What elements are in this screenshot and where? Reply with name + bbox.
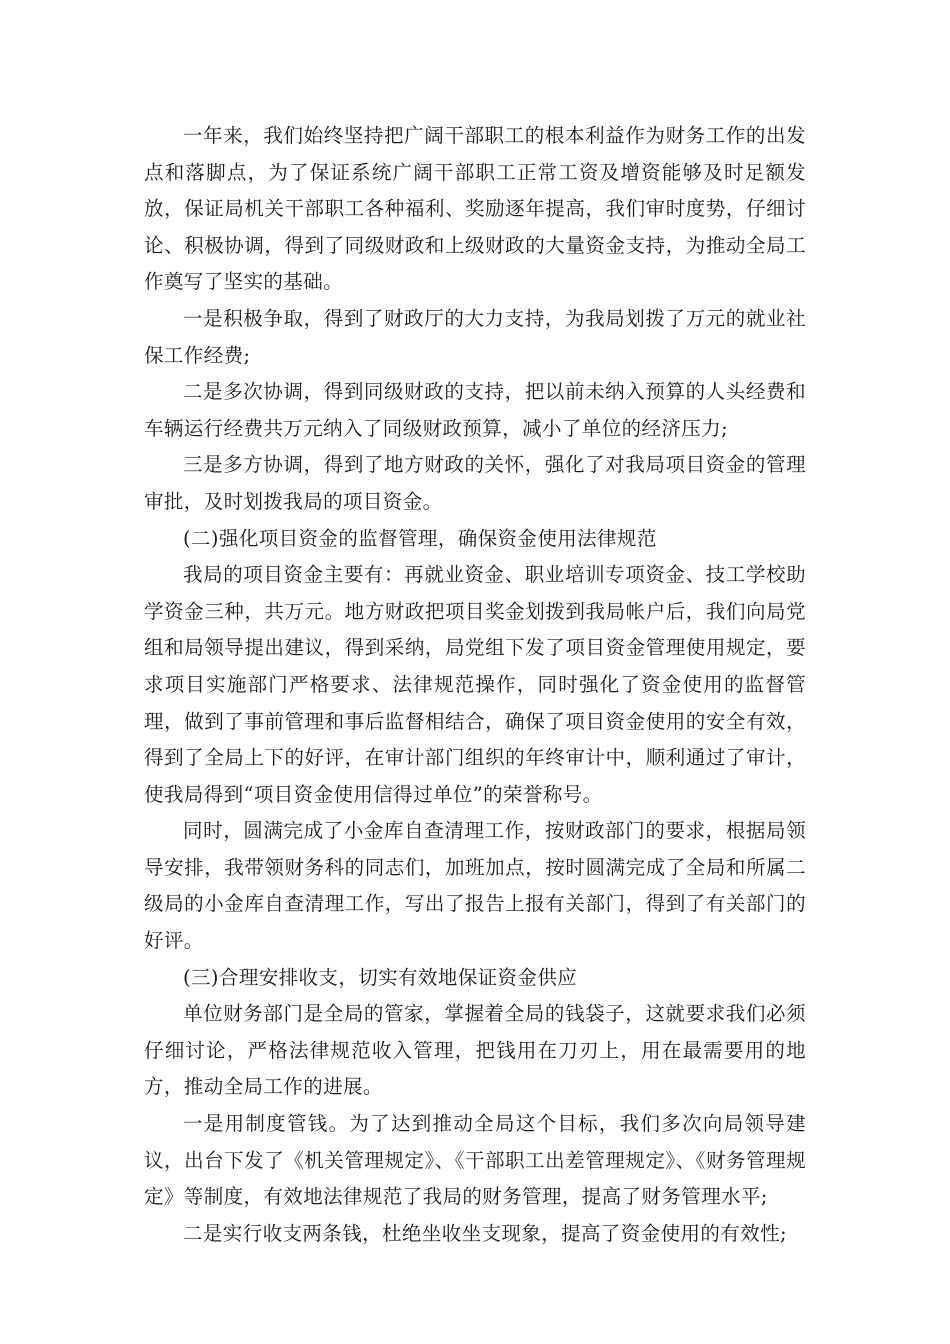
paragraph-item-1: 一是积极争取，得到了财政厅的大力支持，为我局划拨了万元的就业社保工作经费; <box>144 306 806 367</box>
paragraph-cleanup: 同时，圆满完成了小金库自查清理工作，按财政部门的要求，根据局领导安排，我带领财务科的同志们，加班加点，按时圆满完成了全局和所属二级局的小金库自查清理工作，写出了报告上报有关部门，得到了有关部门的好评。 <box>144 819 806 953</box>
paragraph-two-lines: 二是实行收支两条钱，杜绝坐收坐支现象，提高了资金使用的有效性; <box>183 1221 787 1245</box>
paragraph-finance-role: 单位财务部门是全局的管家，掌握着全局的钱袋子，这就要求我们必须仔细讨论，严格法律规范收入管理，把钱用在刀刃上，用在最需要用的地方，推动全局工作的进展。 <box>144 1002 806 1099</box>
paragraph-project-funds: 我局的项目资金主要有：再就业资金、职业培训专项资金、技工学校助学资金三种，共万元。地方财政把项目奖金划拨到我局帐户后，我们向局党组和局领导提出建议，得到采纳，局党组下发了项目资金管理使用规定，要求项目实施部门严格要求、法律规范操作，同时强化了资金使用的监督管理，做到了事前管理和事后监督相结合，确保了项目资金使用的安全有效，得到了全局上下的好评，在审计部门组织的年终审计中，顺利通过了审计，使我局得到“项目资金使用信得过单位”的荣誉称号。 <box>144 563 806 806</box>
paragraph-item-2: 二是多次协调，得到同级财政的支持，把以前未纳入预算的人头经费和车辆运行经费共万元纳入了同级财政预算，减小了单位的经济压力; <box>144 380 806 440</box>
section-heading-3: (三)合理安排收支，切实有效地保证资金供应 <box>183 965 578 989</box>
paragraph-rules: 一是用制度管钱。为了达到推动全局这个目标，我们多次向局领导建议，出台下发了《机关管理规定》、《干部职工出差管理规定》、《财务管理规定》等制度，有效地法律规范了我局的财务管理，提高了财务管理水平; <box>144 1112 806 1209</box>
section-heading-2: (二)强化项目资金的监督管理，确保资金使用法律规范 <box>183 526 657 550</box>
document-body <box>144 118 806 1252</box>
paragraph-intro: 一年来，我们始终坚持把广阔干部职工的根本利益作为财务工作的出发点和落脚点，为了保证系统广阔干部职工正常工资及增资能够及时足额发放，保证局机关干部职工各种福利、奖励逐年提高，我们审时度势，仔细讨论、积极协调，得到了同级财政和上级财政的大量资金支持，为推动全局工作奠写了坚实的基础。 <box>144 124 806 294</box>
paragraph-item-3: 三是多方协调，得到了地方财政的关怀，强化了对我局项目资金的管理审批，及时划拨我局的项目资金。 <box>144 453 806 513</box>
